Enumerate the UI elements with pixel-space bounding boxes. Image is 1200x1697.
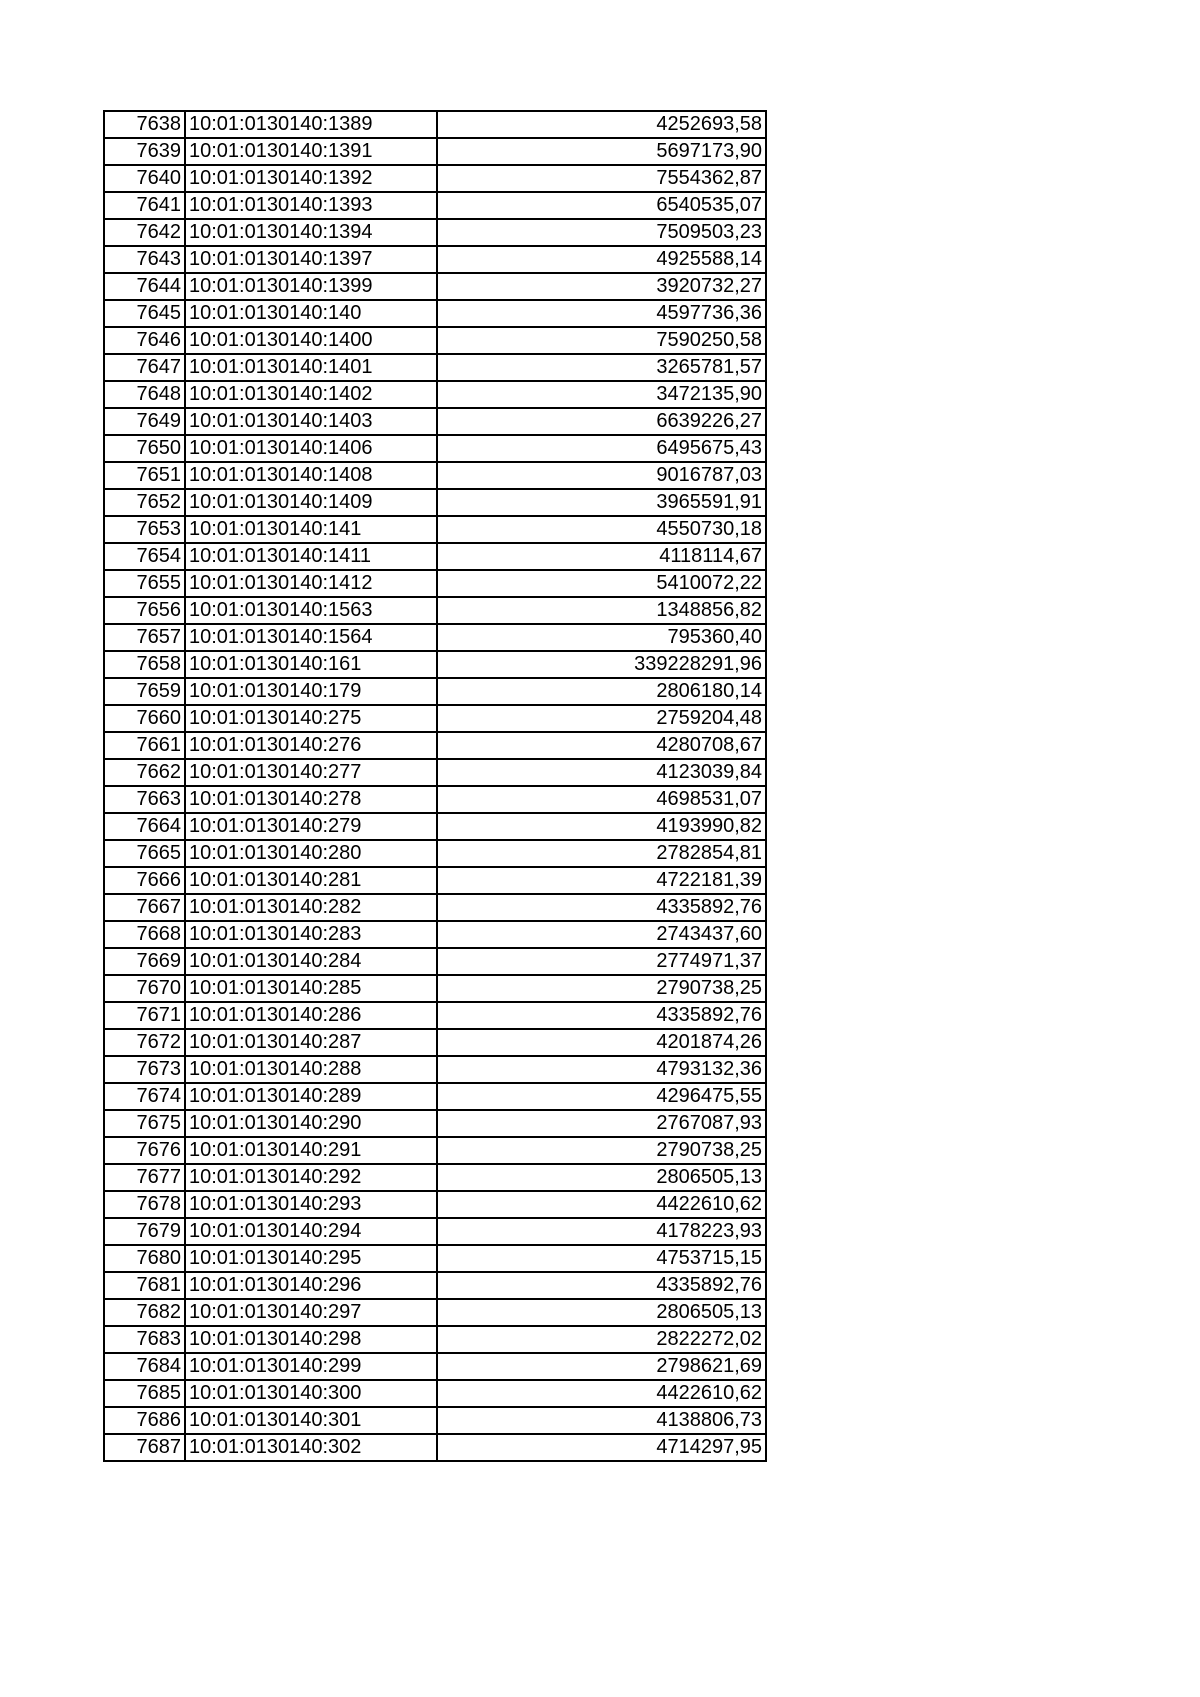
row-number-cell: 7659	[104, 678, 185, 705]
cadastral-number-cell: 10:01:0130140:284	[185, 948, 437, 975]
cadastral-number-cell: 10:01:0130140:1391	[185, 138, 437, 165]
row-number-cell: 7680	[104, 1245, 185, 1272]
cadastral-number-cell: 10:01:0130140:297	[185, 1299, 437, 1326]
cadastral-number-cell: 10:01:0130140:286	[185, 1002, 437, 1029]
row-number-cell: 7661	[104, 732, 185, 759]
table-row	[104, 516, 766, 543]
cadastral-number-cell: 10:01:0130140:276	[185, 732, 437, 759]
cadastral-number-cell: 10:01:0130140:293	[185, 1191, 437, 1218]
value-cell: 1348856,82	[437, 597, 766, 624]
table-row	[104, 1380, 766, 1407]
table-row	[104, 1137, 766, 1164]
cadastral-number-cell: 10:01:0130140:302	[185, 1434, 437, 1461]
value-cell: 6495675,43	[437, 435, 766, 462]
row-number-cell: 7638	[104, 111, 185, 138]
value-cell: 3472135,90	[437, 381, 766, 408]
table-row	[104, 435, 766, 462]
cadastral-number-cell: 10:01:0130140:298	[185, 1326, 437, 1353]
cadastral-number-cell: 10:01:0130140:1411	[185, 543, 437, 570]
value-cell: 2798621,69	[437, 1353, 766, 1380]
table-row	[104, 1407, 766, 1434]
cadastral-number-cell: 10:01:0130140:1412	[185, 570, 437, 597]
table-row	[104, 273, 766, 300]
cadastral-number-cell: 10:01:0130140:287	[185, 1029, 437, 1056]
cadastral-number-cell: 10:01:0130140:1402	[185, 381, 437, 408]
row-number-cell: 7652	[104, 489, 185, 516]
cadastral-number-cell: 10:01:0130140:1401	[185, 354, 437, 381]
cadastral-number-cell: 10:01:0130140:1409	[185, 489, 437, 516]
cadastral-number-cell: 10:01:0130140:278	[185, 786, 437, 813]
cadastral-number-cell: 10:01:0130140:280	[185, 840, 437, 867]
value-cell: 4698531,07	[437, 786, 766, 813]
row-number-cell: 7650	[104, 435, 185, 462]
value-cell: 2790738,25	[437, 975, 766, 1002]
table-row	[104, 597, 766, 624]
table-row	[104, 462, 766, 489]
cadastral-number-cell: 10:01:0130140:283	[185, 921, 437, 948]
table-row	[104, 867, 766, 894]
table-row	[104, 1110, 766, 1137]
table-row	[104, 219, 766, 246]
cadastral-number-cell: 10:01:0130140:290	[185, 1110, 437, 1137]
value-cell: 2782854,81	[437, 840, 766, 867]
value-cell: 4296475,55	[437, 1083, 766, 1110]
value-cell: 4925588,14	[437, 246, 766, 273]
cadastral-number-cell: 10:01:0130140:291	[185, 1137, 437, 1164]
table-row	[104, 300, 766, 327]
row-number-cell: 7684	[104, 1353, 185, 1380]
cadastral-number-cell: 10:01:0130140:277	[185, 759, 437, 786]
cadastral-number-cell: 10:01:0130140:1406	[185, 435, 437, 462]
value-cell: 4335892,76	[437, 1002, 766, 1029]
table-row	[104, 1326, 766, 1353]
table-row	[104, 1299, 766, 1326]
value-cell: 2774971,37	[437, 948, 766, 975]
table-row	[104, 624, 766, 651]
row-number-cell: 7641	[104, 192, 185, 219]
row-number-cell: 7660	[104, 705, 185, 732]
value-cell: 6639226,27	[437, 408, 766, 435]
table-row	[104, 354, 766, 381]
value-cell: 4550730,18	[437, 516, 766, 543]
cadastral-number-cell: 10:01:0130140:1563	[185, 597, 437, 624]
cadastral-number-cell: 10:01:0130140:289	[185, 1083, 437, 1110]
table-row	[104, 1002, 766, 1029]
row-number-cell: 7670	[104, 975, 185, 1002]
row-number-cell: 7655	[104, 570, 185, 597]
row-number-cell: 7665	[104, 840, 185, 867]
row-number-cell: 7651	[104, 462, 185, 489]
table-row	[104, 894, 766, 921]
row-number-cell: 7685	[104, 1380, 185, 1407]
cadastral-number-cell: 10:01:0130140:1393	[185, 192, 437, 219]
row-number-cell: 7668	[104, 921, 185, 948]
table-row	[104, 1164, 766, 1191]
value-cell: 4422610,62	[437, 1191, 766, 1218]
table-row	[104, 111, 766, 138]
value-cell: 4793132,36	[437, 1056, 766, 1083]
table-row	[104, 732, 766, 759]
table-row	[104, 489, 766, 516]
row-number-cell: 7653	[104, 516, 185, 543]
table-row	[104, 813, 766, 840]
value-cell: 2759204,48	[437, 705, 766, 732]
cadastral-number-cell: 10:01:0130140:1397	[185, 246, 437, 273]
value-cell: 2806180,14	[437, 678, 766, 705]
row-number-cell: 7648	[104, 381, 185, 408]
row-number-cell: 7669	[104, 948, 185, 975]
cadastral-number-cell: 10:01:0130140:1564	[185, 624, 437, 651]
row-number-cell: 7645	[104, 300, 185, 327]
value-cell: 2743437,60	[437, 921, 766, 948]
row-number-cell: 7675	[104, 1110, 185, 1137]
cadastral-number-cell: 10:01:0130140:288	[185, 1056, 437, 1083]
data-table	[103, 110, 767, 1462]
table-row	[104, 570, 766, 597]
table-row	[104, 921, 766, 948]
table-row	[104, 759, 766, 786]
value-cell: 4335892,76	[437, 1272, 766, 1299]
table-row	[104, 543, 766, 570]
table-row	[104, 327, 766, 354]
table-row	[104, 975, 766, 1002]
cadastral-number-cell: 10:01:0130140:285	[185, 975, 437, 1002]
value-cell: 4280708,67	[437, 732, 766, 759]
cadastral-number-cell: 10:01:0130140:294	[185, 1218, 437, 1245]
table-row	[104, 1056, 766, 1083]
value-cell: 4753715,15	[437, 1245, 766, 1272]
value-cell: 9016787,03	[437, 462, 766, 489]
cadastral-number-cell: 10:01:0130140:1400	[185, 327, 437, 354]
row-number-cell: 7663	[104, 786, 185, 813]
value-cell: 2806505,13	[437, 1299, 766, 1326]
value-cell: 795360,40	[437, 624, 766, 651]
value-cell: 3965591,91	[437, 489, 766, 516]
value-cell: 339228291,96	[437, 651, 766, 678]
value-cell: 7509503,23	[437, 219, 766, 246]
row-number-cell: 7681	[104, 1272, 185, 1299]
value-cell: 7554362,87	[437, 165, 766, 192]
row-number-cell: 7686	[104, 1407, 185, 1434]
cadastral-number-cell: 10:01:0130140:296	[185, 1272, 437, 1299]
value-cell: 4123039,84	[437, 759, 766, 786]
value-cell: 4193990,82	[437, 813, 766, 840]
value-cell: 4597736,36	[437, 300, 766, 327]
value-cell: 4138806,73	[437, 1407, 766, 1434]
value-cell: 4722181,39	[437, 867, 766, 894]
table-row	[104, 1353, 766, 1380]
table-row	[104, 705, 766, 732]
cadastral-number-cell: 10:01:0130140:1394	[185, 219, 437, 246]
value-cell: 4252693,58	[437, 111, 766, 138]
row-number-cell: 7656	[104, 597, 185, 624]
row-number-cell: 7657	[104, 624, 185, 651]
row-number-cell: 7658	[104, 651, 185, 678]
value-cell: 5410072,22	[437, 570, 766, 597]
row-number-cell: 7666	[104, 867, 185, 894]
value-cell: 4422610,62	[437, 1380, 766, 1407]
table-row	[104, 1083, 766, 1110]
value-cell: 4201874,26	[437, 1029, 766, 1056]
table-row	[104, 138, 766, 165]
table-row	[104, 678, 766, 705]
row-number-cell: 7647	[104, 354, 185, 381]
cadastral-number-cell: 10:01:0130140:301	[185, 1407, 437, 1434]
cadastral-number-cell: 10:01:0130140:275	[185, 705, 437, 732]
row-number-cell: 7672	[104, 1029, 185, 1056]
value-cell: 4118114,67	[437, 543, 766, 570]
value-cell: 6540535,07	[437, 192, 766, 219]
table-row	[104, 192, 766, 219]
cadastral-number-cell: 10:01:0130140:295	[185, 1245, 437, 1272]
table-row	[104, 1245, 766, 1272]
row-number-cell: 7642	[104, 219, 185, 246]
row-number-cell: 7662	[104, 759, 185, 786]
cadastral-number-cell: 10:01:0130140:281	[185, 867, 437, 894]
row-number-cell: 7640	[104, 165, 185, 192]
row-number-cell: 7677	[104, 1164, 185, 1191]
cadastral-number-cell: 10:01:0130140:1403	[185, 408, 437, 435]
table-row	[104, 381, 766, 408]
table-row	[104, 786, 766, 813]
table-row	[104, 840, 766, 867]
table-row	[104, 1434, 766, 1461]
value-cell: 2767087,93	[437, 1110, 766, 1137]
cadastral-number-cell: 10:01:0130140:161	[185, 651, 437, 678]
row-number-cell: 7678	[104, 1191, 185, 1218]
row-number-cell: 7683	[104, 1326, 185, 1353]
cadastral-number-cell: 10:01:0130140:1399	[185, 273, 437, 300]
table-body	[104, 111, 766, 1461]
cadastral-number-cell: 10:01:0130140:299	[185, 1353, 437, 1380]
row-number-cell: 7676	[104, 1137, 185, 1164]
table-row	[104, 246, 766, 273]
cadastral-number-cell: 10:01:0130140:140	[185, 300, 437, 327]
row-number-cell: 7639	[104, 138, 185, 165]
cadastral-number-cell: 10:01:0130140:179	[185, 678, 437, 705]
cadastral-number-cell: 10:01:0130140:279	[185, 813, 437, 840]
cadastral-number-cell: 10:01:0130140:1389	[185, 111, 437, 138]
value-cell: 7590250,58	[437, 327, 766, 354]
value-cell: 2806505,13	[437, 1164, 766, 1191]
row-number-cell: 7664	[104, 813, 185, 840]
row-number-cell: 7643	[104, 246, 185, 273]
table-row	[104, 165, 766, 192]
table-row	[104, 1191, 766, 1218]
row-number-cell: 7673	[104, 1056, 185, 1083]
value-cell: 2822272,02	[437, 1326, 766, 1353]
value-cell: 5697173,90	[437, 138, 766, 165]
value-cell: 4335892,76	[437, 894, 766, 921]
cadastral-number-cell: 10:01:0130140:300	[185, 1380, 437, 1407]
row-number-cell: 7687	[104, 1434, 185, 1461]
cadastral-number-cell: 10:01:0130140:141	[185, 516, 437, 543]
row-number-cell: 7649	[104, 408, 185, 435]
row-number-cell: 7667	[104, 894, 185, 921]
cadastral-number-cell: 10:01:0130140:1408	[185, 462, 437, 489]
row-number-cell: 7646	[104, 327, 185, 354]
value-cell: 4714297,95	[437, 1434, 766, 1461]
cadastral-number-cell: 10:01:0130140:282	[185, 894, 437, 921]
row-number-cell: 7671	[104, 1002, 185, 1029]
row-number-cell: 7644	[104, 273, 185, 300]
table-row	[104, 1029, 766, 1056]
table-row	[104, 948, 766, 975]
cadastral-number-cell: 10:01:0130140:1392	[185, 165, 437, 192]
cadastral-number-cell: 10:01:0130140:292	[185, 1164, 437, 1191]
value-cell: 2790738,25	[437, 1137, 766, 1164]
table-row	[104, 408, 766, 435]
value-cell: 3920732,27	[437, 273, 766, 300]
row-number-cell: 7679	[104, 1218, 185, 1245]
row-number-cell: 7654	[104, 543, 185, 570]
table-row	[104, 651, 766, 678]
value-cell: 3265781,57	[437, 354, 766, 381]
row-number-cell: 7682	[104, 1299, 185, 1326]
table-row	[104, 1218, 766, 1245]
value-cell: 4178223,93	[437, 1218, 766, 1245]
row-number-cell: 7674	[104, 1083, 185, 1110]
table-row	[104, 1272, 766, 1299]
